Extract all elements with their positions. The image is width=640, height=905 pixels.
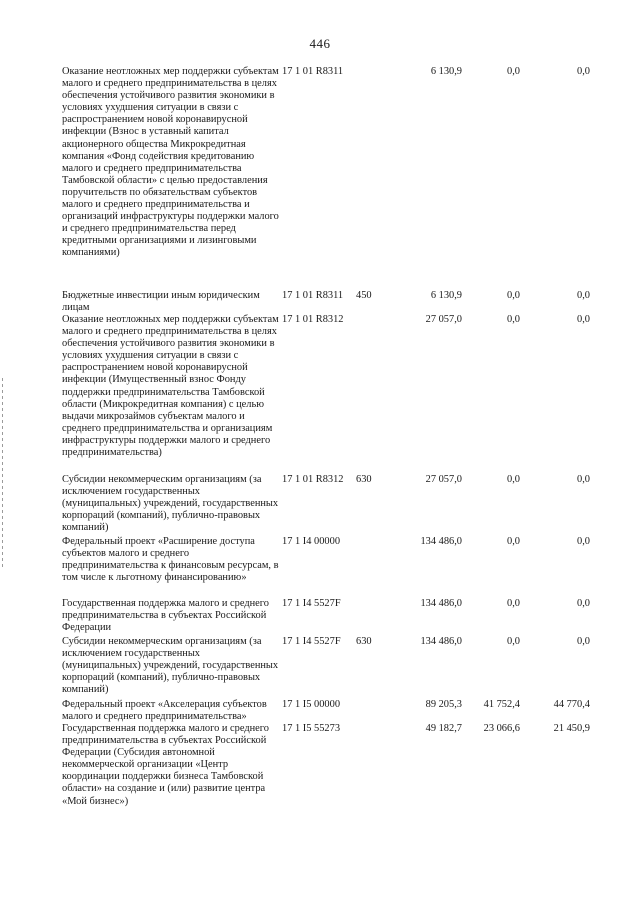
amount-year-3: 0,0: [577, 314, 590, 325]
budget-code: 17 1 I4 00000: [282, 536, 341, 547]
amount-year-1: 6 130,9: [430, 66, 462, 77]
amount-year-2: 0,0: [507, 536, 520, 547]
row-description: Государственная поддержка малого и среднего предпринимательства в субъектах Российской Федерации: [62, 598, 269, 634]
budget-code: 17 1 I5 00000: [282, 699, 341, 710]
amount-year-1: 134 486,0: [420, 636, 462, 647]
amount-year-2: 23 066,6: [483, 723, 520, 734]
budget-code: 17 1 I5 55273: [282, 723, 341, 734]
row-description: Бюджетные инвестиции иным юридическим лицам: [62, 290, 260, 314]
budget-code: 17 1 01 R8311: [282, 290, 344, 301]
expense-type: 450: [356, 290, 372, 301]
amount-year-1: 134 486,0: [420, 536, 462, 547]
amount-year-3: 0,0: [577, 598, 590, 609]
row-description: Федеральный проект «Расширение доступа субъектов малого и среднего предпринимательства к финансовым ресурсам, в том числе к льготному финансированию»: [62, 536, 279, 584]
amount-year-3: 0,0: [577, 66, 590, 77]
expense-type: 630: [356, 474, 372, 485]
budget-code: 17 1 01 R8312: [282, 474, 344, 485]
amount-year-1: 89 205,3: [425, 699, 462, 710]
amount-year-3: 0,0: [577, 536, 590, 547]
amount-year-2: 0,0: [507, 66, 520, 77]
amount-year-3: 0,0: [577, 474, 590, 485]
amount-year-1: 27 057,0: [425, 474, 462, 485]
row-description: Оказание неотложных мер поддержки субъектам малого и среднего предпринимательства в целях обеспечения устойчивого развития экономики в условиях ухудшения ситуации в связи с распространением новой коронавирусной инфекции (Имущественный взнос Фонду поддержки предпринимательства Тамбовской области (Микрокредитная компания) с целью выдачи микрозаймов субъектам малого и среднего предпринимательства и организациям инфраструктуры поддержки малого и среднего предпринимательства): [62, 314, 279, 459]
amount-year-2: 0,0: [507, 474, 520, 485]
budget-code: 17 1 01 R8312: [282, 314, 344, 325]
amount-year-2: 41 752,4: [483, 699, 520, 710]
amount-year-3: 0,0: [577, 636, 590, 647]
amount-year-1: 49 182,7: [425, 723, 462, 734]
budget-code: 17 1 01 R8311: [282, 66, 344, 77]
amount-year-2: 0,0: [507, 598, 520, 609]
row-description: Государственная поддержка малого и среднего предпринимательства в субъектах Российской Федерации (Субсидия автономной некоммерческой организации «Центр координации поддержки бизнеса Тамбовской области» на создание и (или) развитие центра «Мой бизнес»): [62, 723, 269, 807]
amount-year-1: 6 130,9: [430, 290, 462, 301]
amount-year-2: 0,0: [507, 314, 520, 325]
budget-code: 17 1 I4 5527F: [282, 636, 341, 647]
amount-year-1: 134 486,0: [420, 598, 462, 609]
row-description: Субсидии некоммерческим организациям (за исключением государственных (муниципальных) учреждений, государственных корпораций (компаний), публично-правовых компаний): [62, 474, 279, 534]
amount-year-2: 0,0: [507, 290, 520, 301]
amount-year-3: 44 770,4: [553, 699, 590, 710]
amount-year-3: 0,0: [577, 290, 590, 301]
expense-type: 630: [356, 636, 372, 647]
amount-year-3: 21 450,9: [553, 723, 590, 734]
row-description: Субсидии некоммерческим организациям (за исключением государственных (муниципальных) учреждений, государственных корпораций (компаний), публично-правовых компаний): [62, 636, 279, 696]
row-description: Федеральный проект «Акселерация субъектов малого и среднего предпринимательства»: [62, 699, 267, 723]
page-number: 446: [309, 36, 331, 51]
amount-year-1: 27 057,0: [425, 314, 462, 325]
row-description: Оказание неотложных мер поддержки субъектам малого и среднего предпринимательства в целях обеспечения устойчивого развития экономики в условиях ухудшения ситуации в связи с распространением новой коронавирусной инфекции (Взнос в уставный капитал акционерного общества Микрокредитная компания «Фонд содействия кредитованию малого и среднего предпринимательства Тамбовской области» с целью предоставления поручительств по обязательствам субъектов малого и среднего предпринимательства и организаций инфраструктуры поддержки малого и среднего предпринимательства перед кредитными организациями и лизинговыми компаниями): [62, 66, 279, 259]
budget-code: 17 1 I4 5527F: [282, 598, 341, 609]
amount-year-2: 0,0: [507, 636, 520, 647]
